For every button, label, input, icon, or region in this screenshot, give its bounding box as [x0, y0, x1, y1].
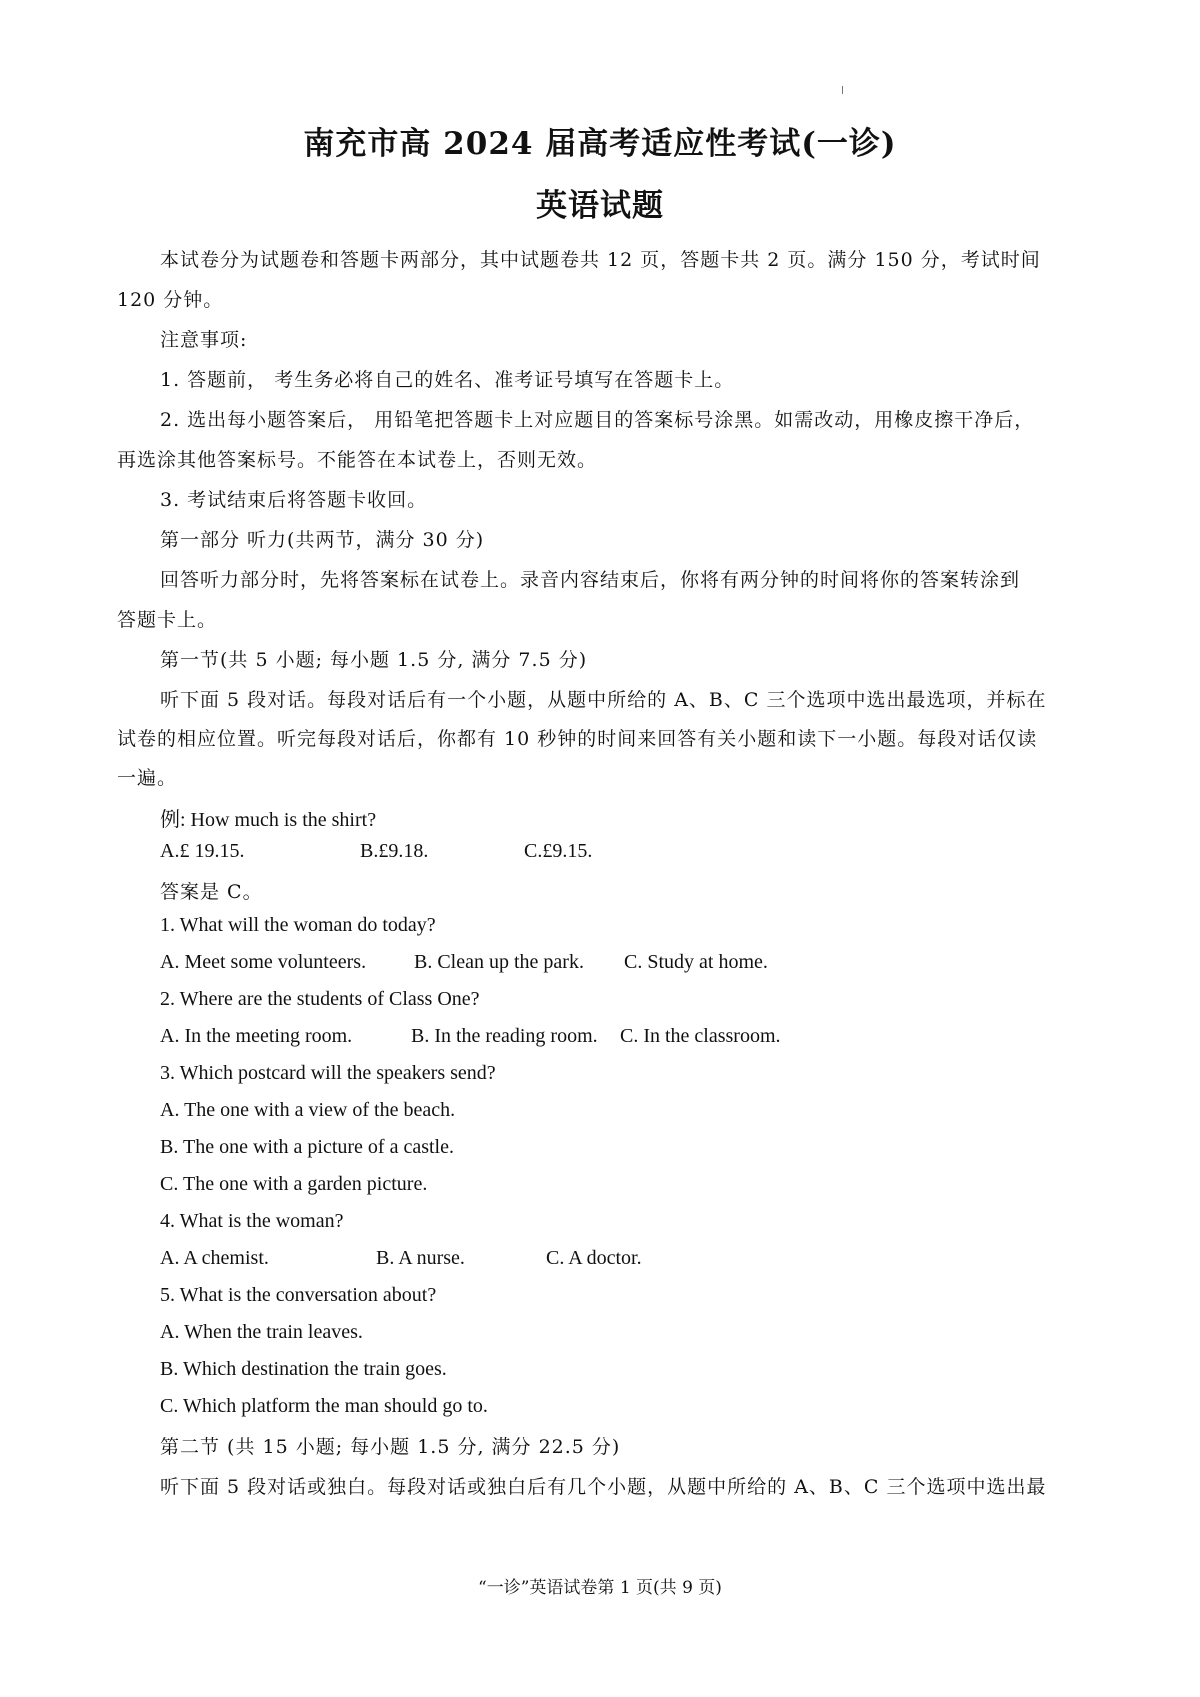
question-option: B. The one with a picture of a castle. — [160, 1136, 454, 1158]
question-option: C. In the classroom. — [620, 1025, 781, 1047]
example-answer: 答案是 C。 — [160, 881, 263, 903]
question-option: B. In the reading room. — [411, 1025, 598, 1047]
question-option: C. Study at home. — [624, 951, 768, 973]
question-stem: 4. What is the woman? — [160, 1210, 344, 1232]
question-stem: 2. Where are the students of Class One? — [160, 988, 480, 1010]
question-option: C. A doctor. — [546, 1247, 642, 1269]
question-stem: 3. Which postcard will the speakers send? — [160, 1062, 496, 1084]
notice-item: 1. 答题前， 考生务必将自己的姓名、准考证号填写在答题卡上。 — [160, 369, 735, 391]
question-option: A. A chemist. — [160, 1247, 269, 1269]
example-question: 例: How much is the shirt? — [160, 809, 377, 831]
intro-line: 本试卷分为试题卷和答题卡两部分，其中试题卷共 12 页，答题卡共 2 页。满分 150 分，考试时间 — [160, 249, 1041, 271]
example-option: B.£9.18. — [360, 840, 429, 862]
example-option: C.£9.15. — [524, 840, 593, 862]
question-stem: 1. What will the woman do today? — [160, 914, 436, 936]
part-instruction: 答题卡上。 — [117, 609, 218, 631]
question-option: A. When the train leaves. — [160, 1321, 363, 1343]
question-option: C. Which platform the man should go to. — [160, 1395, 488, 1417]
notice-item: 2. 选出每小题答案后， 用铅笔把答题卡上对应题目的答案标号涂黑。如需改动，用橡皮擦干净后， — [160, 409, 1035, 431]
notice-heading: 注意事项: — [160, 329, 248, 351]
part-heading: 第一部分 听力(共两节，满分 30 分) — [160, 529, 485, 551]
question-option: B. Which destination the train goes. — [160, 1358, 447, 1380]
question-option: A. The one with a view of the beach. — [160, 1099, 456, 1121]
section-heading: 第二节 (共 15 小题; 每小题 1.5 分, 满分 22.5 分) — [160, 1436, 621, 1458]
part-instruction: 回答听力部分时，先将答案标在试卷上。录音内容结束后，你将有两分钟的时间将你的答案转涂到 — [160, 569, 1021, 591]
section-instruction: 听下面 5 段对话。每段对话后有一个小题，从题中所给的 A、B、C 三个选项中选出最选项，并标在 — [160, 689, 1047, 711]
notice-item: 再选涂其他答案标号。不能答在本试卷上，否则无效。 — [117, 449, 598, 471]
question-option: A. Meet some volunteers. — [160, 951, 367, 973]
question-stem: 5. What is the conversation about? — [160, 1284, 437, 1306]
section-instruction: 听下面 5 段对话或独白。每段对话或独白后有几个小题，从题中所给的 A、B、C 三个选项中选出最 — [160, 1476, 1047, 1498]
question-option: B. Clean up the park. — [414, 951, 584, 973]
section-heading: 第一节(共 5 小题; 每小题 1.5 分, 满分 7.5 分) — [160, 649, 588, 671]
question-option: A. In the meeting room. — [160, 1025, 353, 1047]
scan-mark — [842, 86, 843, 94]
intro-line: 120 分钟。 — [117, 289, 224, 311]
section-instruction: 试卷的相应位置。听完每段对话后，你都有 10 秒钟的时间来回答有关小题和读下一小题。每段对话仅读 — [117, 728, 1038, 750]
page-footer: “一诊”英语试卷第 1 页(共 9 页) — [478, 1578, 722, 1598]
notice-item: 3. 考试结束后将答题卡收回。 — [160, 489, 428, 511]
question-option: B. A nurse. — [376, 1247, 465, 1269]
example-option: A.£ 19.15. — [160, 840, 245, 862]
exam-title: 南充市高 2024 届高考适应性考试(一诊) — [303, 126, 897, 162]
exam-subtitle: 英语试题 — [536, 188, 664, 224]
question-option: C. The one with a garden picture. — [160, 1173, 428, 1195]
section-instruction: 一遍。 — [117, 767, 178, 789]
